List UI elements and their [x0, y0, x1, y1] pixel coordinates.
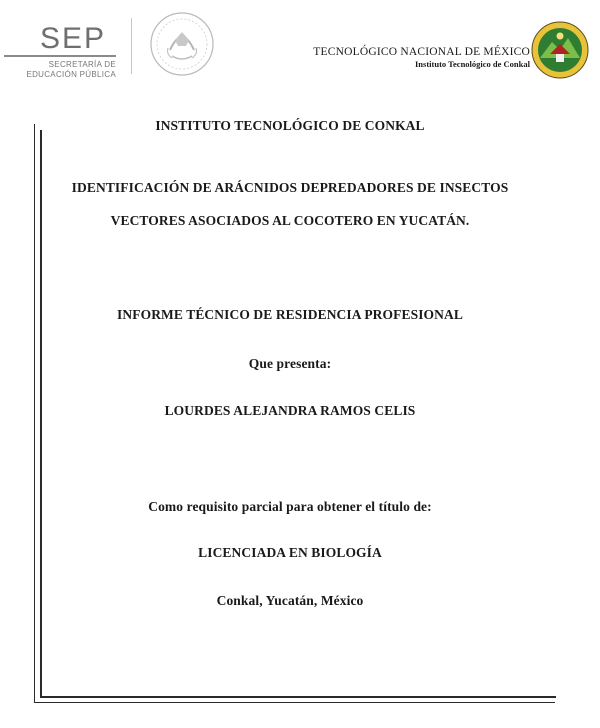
sep-rule: [4, 55, 116, 57]
degree-title: LICENCIADA EN BIOLOGÍA: [198, 545, 382, 560]
title-line-1: IDENTIFICACIÓN DE ARÁCNIDOS DEPREDADORES DE INSECTOS: [71, 180, 509, 195]
mexico-coat-of-arms-icon: [148, 10, 216, 78]
requirement-text: Como requisito parcial para obtener el título de:: [148, 499, 432, 514]
title-line-2: VECTORES ASOCIADOS AL COCOTERO EN YUCATÁN.: [110, 213, 470, 228]
itconkal-logo-icon: [530, 20, 590, 80]
sep-logo: [4, 22, 124, 82]
report-type: INFORME TÉCNICO DE RESIDENCIA PROFESIONAL: [117, 307, 463, 322]
tecnm-title: TECNOLÓGICO NACIONAL DE MÉXICO: [313, 46, 530, 58]
author-name: LOURDES ALEJANDRA RAMOS CELIS: [164, 403, 416, 418]
sep-subtitle-line2: EDUCACIÓN PÚBLICA: [26, 70, 116, 79]
sep-subtitle: [4, 60, 116, 80]
tecnm-heading: [313, 46, 530, 69]
institution-name: INSTITUTO TECNOLÓGICO DE CONKAL: [155, 118, 425, 133]
sep-subtitle-line1: SECRETARÍA DE: [48, 60, 116, 69]
header-divider: [131, 18, 132, 74]
tecnm-subtitle: Instituto Tecnológico de Conkal: [414, 59, 530, 69]
page-header: [0, 0, 600, 90]
sep-wordmark: SEP: [40, 22, 107, 55]
location: Conkal, Yucatán, México: [216, 593, 364, 608]
presented-by-label: Que presenta:: [248, 356, 332, 371]
